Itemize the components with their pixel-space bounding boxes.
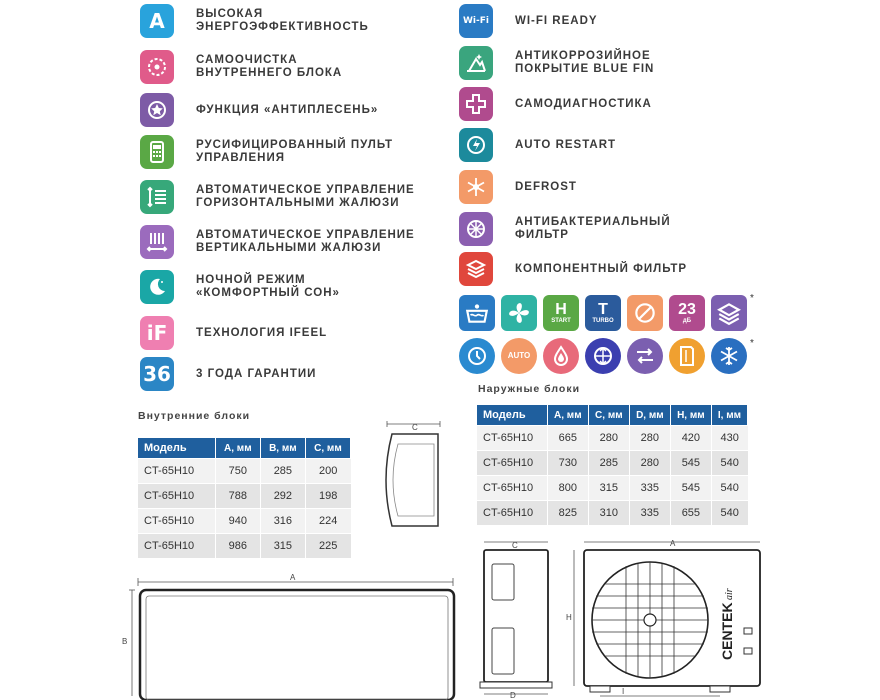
table-cell: 750 — [215, 459, 260, 484]
outdoor-front-drawing — [560, 536, 770, 700]
label-h: H — [566, 613, 572, 622]
table-cell: 545 — [670, 451, 711, 476]
table-cell: 224 — [305, 509, 350, 534]
table-cell: 285 — [260, 459, 305, 484]
column-header: B, мм — [260, 438, 305, 459]
table-cell: 315 — [260, 534, 305, 559]
table-cell: 430 — [711, 426, 747, 451]
blue-fin-icon — [459, 46, 493, 80]
table-cell: CT-65H10 — [477, 501, 548, 526]
auto-mode-icon: AUTO — [501, 338, 537, 374]
energy-class-a-icon: A — [140, 4, 174, 38]
feature-selfclean — [140, 50, 342, 84]
feature-remote — [140, 135, 393, 169]
component-filter-icon — [459, 252, 493, 286]
table-cell: CT-65H10 — [138, 484, 216, 509]
feature-label: AUTO RESTART — [515, 138, 617, 151]
anti-mold-icon — [140, 93, 174, 127]
table-cell: CT-65H10 — [477, 426, 548, 451]
snowflake-icon — [711, 338, 747, 374]
table-cell: 420 — [670, 426, 711, 451]
outdoor-spec-table — [476, 404, 748, 526]
door-icon — [669, 338, 705, 374]
table-cell: 225 — [305, 534, 350, 559]
indoor-title: Внутренние блоки — [138, 410, 251, 422]
auto-restart-icon — [459, 128, 493, 162]
self-diagnostics-icon — [459, 87, 493, 121]
table-cell: 280 — [629, 451, 670, 476]
column-header: I, мм — [711, 405, 747, 426]
label-b: B — [122, 637, 128, 646]
noise-23db-icon: 23 дБ — [669, 295, 705, 331]
table-row — [477, 451, 748, 476]
table-row — [138, 459, 351, 484]
feature-antibac — [459, 212, 671, 246]
feature-ifeel — [140, 316, 327, 350]
feature-hlouver — [140, 180, 415, 214]
table-cell: CT-65H10 — [138, 509, 216, 534]
column-header: A, мм — [215, 438, 260, 459]
column-header: A, мм — [547, 405, 588, 426]
table-cell: 788 — [215, 484, 260, 509]
table-cell: 540 — [711, 501, 747, 526]
indoor-side-drawing — [372, 418, 462, 533]
table-cell: 280 — [588, 426, 629, 451]
table-cell: 198 — [305, 484, 350, 509]
warranty-36-icon: 36 — [140, 357, 174, 391]
label-d: D — [510, 691, 516, 700]
table-cell: 292 — [260, 484, 305, 509]
table-row — [138, 484, 351, 509]
feature-label: РУСИФИЦИРОВАННЫЙ ПУЛЬТ УПРАВЛЕНИЯ — [196, 139, 393, 164]
feature-label: WI-FI READY — [515, 14, 598, 27]
label-c: C — [412, 423, 418, 432]
table-cell: 540 — [711, 451, 747, 476]
turbo-icon: T TURBO — [585, 295, 621, 331]
table-cell: 285 — [588, 451, 629, 476]
fan-icon — [501, 295, 537, 331]
washable-filter-icon — [459, 295, 495, 331]
brand-logo: CENTEK — [719, 602, 735, 660]
column-header: Модель — [477, 405, 548, 426]
column-header: C, мм — [588, 405, 629, 426]
feature-label: АВТОМАТИЧЕСКОЕ УПРАВЛЕНИЕ ГОРИЗОНТАЛЬНЫМИ ЖАЛЮЗИ — [196, 184, 415, 209]
self-cleaning-icon — [140, 50, 174, 84]
table-cell: 825 — [547, 501, 588, 526]
table-row — [477, 476, 748, 501]
feature-label: АВТОМАТИЧЕСКОЕ УПРАВЛЕНИЕ ВЕРТИКАЛЬНЫМИ ЖАЛЮЗИ — [196, 229, 415, 254]
table-cell: 200 — [305, 459, 350, 484]
table-cell: 800 — [547, 476, 588, 501]
horizontal-louver-icon — [140, 180, 174, 214]
heat-start-icon: H START — [543, 295, 579, 331]
table-row — [138, 509, 351, 534]
feature-label: ТЕХНОЛОГИЯ IFEEL — [196, 326, 328, 339]
feature-label: САМООЧИСТКА ВНУТРЕННЕГО БЛОКА — [196, 54, 343, 79]
feature-label: АНТИБАКТЕРИАЛЬНЫЙ ФИЛЬТР — [515, 216, 671, 241]
label-a-outdoor: A — [670, 539, 676, 548]
table-cell: 655 — [670, 501, 711, 526]
feature-restart — [459, 128, 616, 162]
feature-label: НОЧНОЙ РЕЖИМ «КОМФОРТНЫЙ СОН» — [196, 274, 340, 299]
table-cell: 335 — [629, 476, 670, 501]
table-cell: CT-65H10 — [138, 459, 216, 484]
feature-defrost — [459, 170, 577, 204]
feature-diag — [459, 87, 652, 121]
wifi-ready-icon: Wi-Fi — [459, 4, 493, 38]
feature-vlouver — [140, 225, 415, 259]
brand-suffix: air — [724, 588, 735, 600]
feature-wifi — [459, 4, 598, 38]
label-a: A — [290, 573, 296, 582]
defrost-icon — [459, 170, 493, 204]
label-c-outdoor: C — [512, 541, 518, 550]
table-cell: 280 — [629, 426, 670, 451]
table-row — [477, 426, 748, 451]
asterisk-2: * — [750, 338, 754, 349]
table-cell: CT-65H10 — [477, 451, 548, 476]
table-cell: 540 — [711, 476, 747, 501]
column-header: C, мм — [305, 438, 350, 459]
label-i: I — [622, 687, 625, 696]
table-cell: 940 — [215, 509, 260, 534]
outdoor-title: Наружные блоки — [478, 383, 581, 395]
table-cell: 986 — [215, 534, 260, 559]
outdoor-side-drawing — [474, 536, 564, 700]
antibacterial-filter-icon — [459, 212, 493, 246]
asterisk-1: * — [750, 293, 754, 304]
table-cell: CT-65H10 — [477, 476, 548, 501]
table-cell: 545 — [670, 476, 711, 501]
column-header: D, мм — [629, 405, 670, 426]
table-cell: 310 — [588, 501, 629, 526]
table-cell: CT-65H10 — [138, 534, 216, 559]
no-swing-icon — [627, 295, 663, 331]
feature-label: САМОДИАГНОСТИКА — [515, 97, 652, 110]
vertical-louver-icon — [140, 225, 174, 259]
ifeel-icon: iF — [140, 316, 174, 350]
indoor-spec-table — [137, 437, 351, 559]
layers-icon — [711, 295, 747, 331]
table-cell: 730 — [547, 451, 588, 476]
feature-label: ВЫСОКАЯ ЭНЕРГОЭФФЕКТИВНОСТЬ — [196, 8, 369, 33]
table-row — [138, 534, 351, 559]
feature-bluefin — [459, 46, 654, 80]
night-mode-icon — [140, 270, 174, 304]
swing-circle-icon — [585, 338, 621, 374]
remote-control-icon — [140, 135, 174, 169]
feature-energy — [140, 4, 369, 38]
feature-compfilter — [459, 252, 687, 286]
table-cell: 315 — [588, 476, 629, 501]
indoor-front-drawing — [122, 572, 458, 700]
timer-icon — [459, 338, 495, 374]
feature-warranty — [140, 357, 316, 391]
table-row — [477, 501, 748, 526]
table-cell: 335 — [629, 501, 670, 526]
column-header: H, мм — [670, 405, 711, 426]
table-cell: 316 — [260, 509, 305, 534]
feature-label: DEFROST — [515, 180, 577, 193]
arrows-icon — [627, 338, 663, 374]
feature-label: 3 ГОДА ГАРАНТИИ — [196, 367, 317, 380]
feature-antimold — [140, 93, 378, 127]
feature-label: КОМПОНЕНТНЫЙ ФИЛЬТР — [515, 262, 688, 275]
dehumidify-icon — [543, 338, 579, 374]
feature-sleep — [140, 270, 340, 304]
feature-label: АНТИКОРРОЗИЙНОЕ ПОКРЫТИЕ BLUE FIN — [515, 50, 655, 75]
column-header: Модель — [138, 438, 216, 459]
table-cell: 665 — [547, 426, 588, 451]
feature-label: ФУНКЦИЯ «АНТИПЛЕСЕНЬ» — [196, 103, 379, 116]
